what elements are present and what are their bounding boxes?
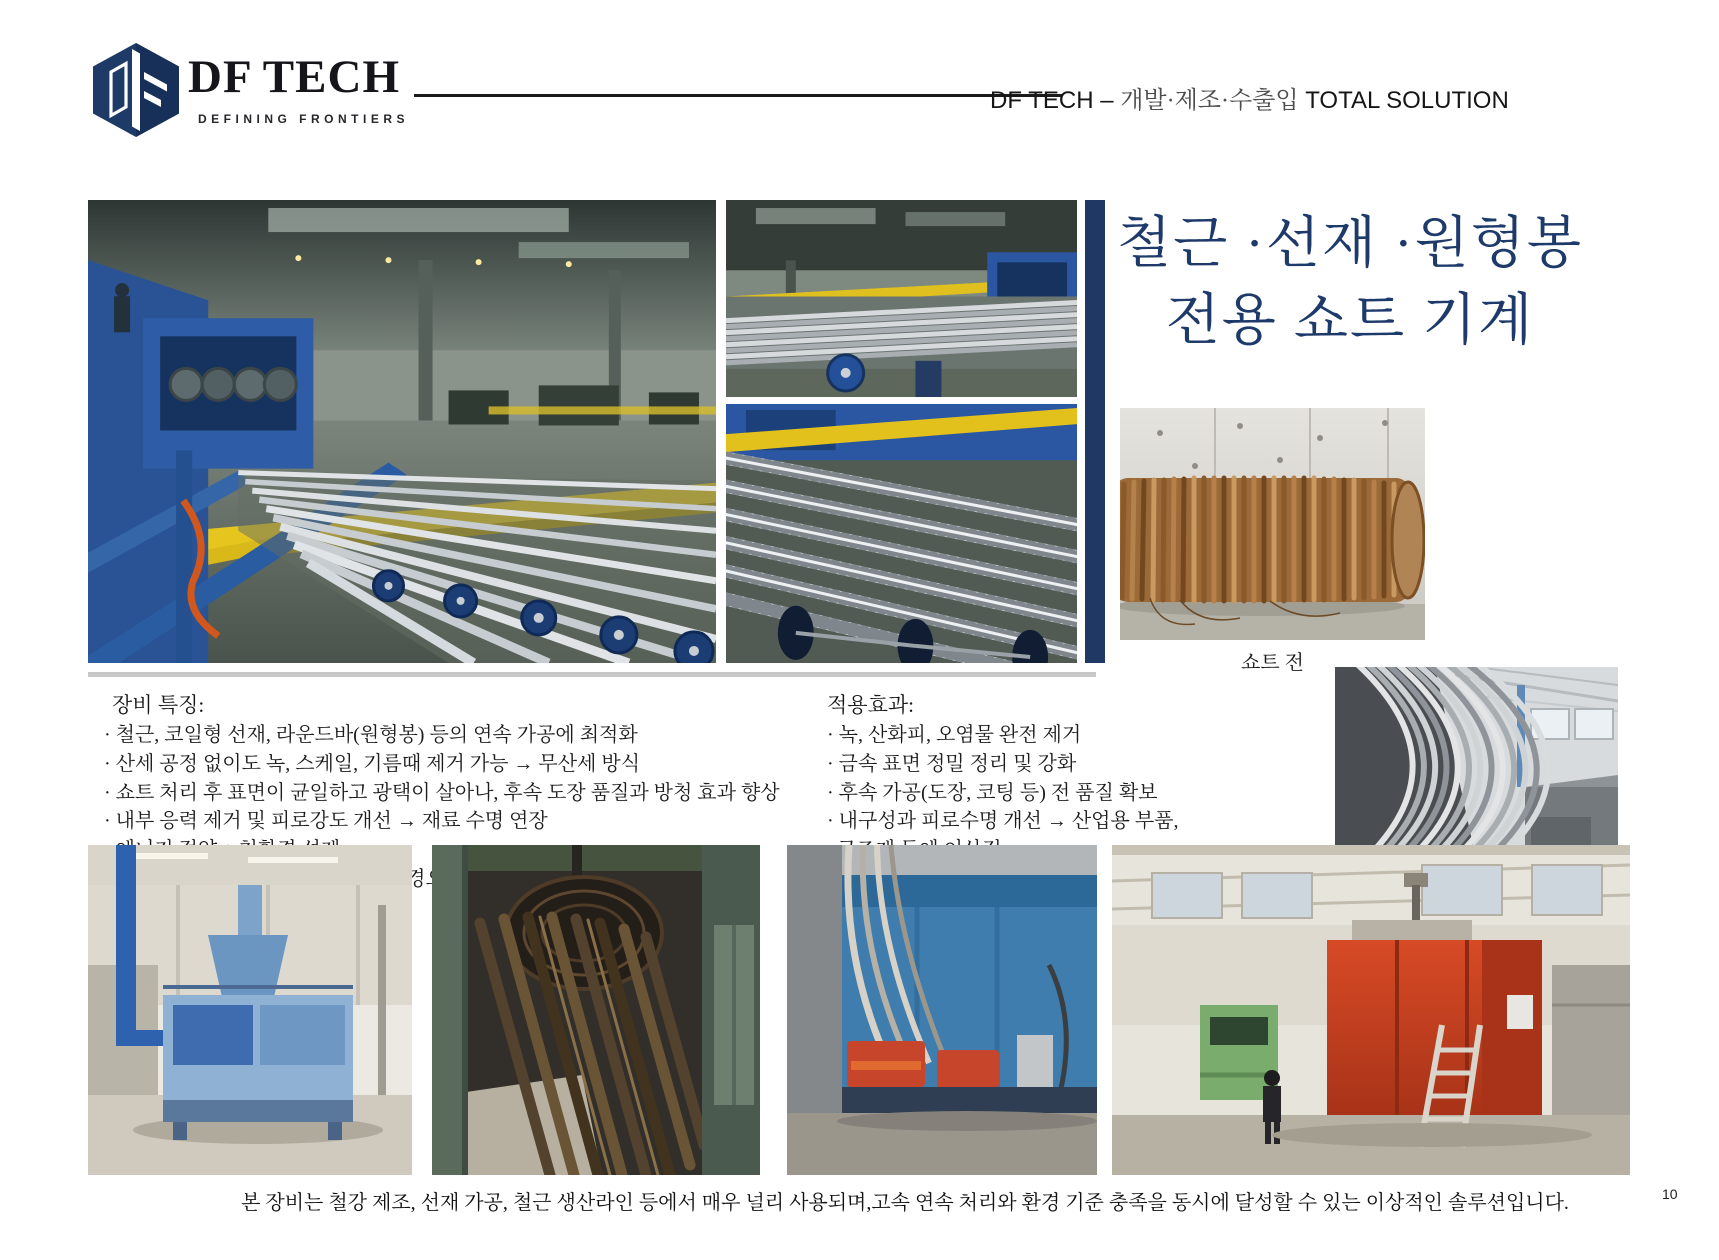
effect-item: · 금속 표면 정밀 정리 및 강화 [827, 752, 1077, 775]
slogan-suffix: TOTAL SOLUTION [1298, 87, 1509, 114]
photo-after-shot [1335, 667, 1618, 855]
photo-rebar-closeup [726, 404, 1077, 663]
photo-blast-machine-lightblue [88, 845, 412, 1175]
footer-caption: 본 장비는 철강 제조, 선재 가공, 철근 생산라인 등에서 매우 널리 사용되며,고속 연속 처리와 환경 기준 충족을 동시에 달성할 수 있는 이상적인 솔루션입니다. [241, 1192, 1569, 1214]
header-rule [414, 94, 1062, 97]
photo-wire-coil-dark [432, 845, 760, 1175]
photo-blast-machine-teal [787, 845, 1097, 1175]
effect-item: · 후속 가공(도장, 코팅 등) 전 품질 확보 [827, 781, 1158, 804]
photo-main-rod-line [88, 200, 716, 663]
page-title-line-2: 전용 쇼트 기계 [1165, 290, 1535, 352]
features-heading: 장비 특징: [112, 693, 205, 717]
effects-heading: 적용효과: [827, 693, 914, 717]
label-before-shot: 쇼트 전 [1241, 652, 1304, 674]
photo-before-shot [1120, 408, 1425, 640]
page-title [1090, 206, 1610, 360]
feature-item: · 철근, 코일형 선재, 라운드바(원형봉) 등의 연속 가공에 최적화 [104, 724, 638, 746]
slogan-prefix: DF TECH – [990, 87, 1121, 114]
effect-item: · 녹, 산화피, 오염물 완전 제거 [827, 724, 1082, 746]
brand-tagline: DEFINING FRONTIERS [198, 112, 410, 126]
feature-item: · 쇼트 처리 후 표면이 균일하고 광택이 살아나, 후속 도장 품질과 방청 효과 향상 [104, 781, 780, 804]
effects-list [827, 721, 1178, 865]
df-hexagon-logo-icon [92, 42, 180, 138]
photo-rod-line-side [726, 200, 1077, 397]
brand-name: DF TECH [188, 51, 401, 103]
effect-item: · 내구성과 피로수명 개선 → 산업용 부품, [827, 810, 1179, 833]
slogan-korean: 개발·제조·수출입 [1120, 88, 1299, 114]
feature-item: · 산세 공정 없이도 녹, 스케일, 기름때 제거 가능 → 무산세 방식 [104, 752, 641, 775]
header-slogan [990, 80, 1509, 115]
photo-blast-machine-red [1112, 845, 1630, 1175]
feature-item: · 내부 응력 제거 및 피로강도 개선 → 재료 수명 연장 [104, 810, 548, 833]
page-title-line-1: 철근 ·선재 ·원형봉 [1117, 213, 1583, 275]
section-divider [88, 672, 1096, 677]
page-number: 10 [1662, 1186, 1678, 1202]
